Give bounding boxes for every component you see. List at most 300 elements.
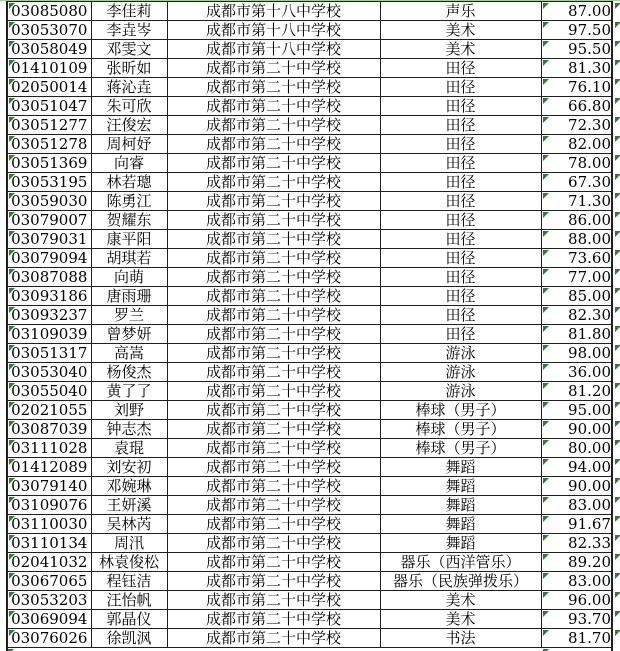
results-table	[6, 1, 613, 648]
specialty-category: 美术	[445, 610, 476, 628]
cell-score[interactable]	[541, 40, 612, 59]
cell-id[interactable]	[7, 249, 91, 268]
cell-error-triangle-icon	[543, 345, 549, 351]
cell-category[interactable]	[380, 116, 541, 135]
cell-category[interactable]	[380, 515, 541, 534]
student-id: 03076026	[11, 629, 88, 647]
specialty-category: 美术	[445, 21, 476, 39]
cell-category[interactable]	[380, 458, 541, 477]
cell-school[interactable]	[167, 40, 380, 59]
student-id: 03051317	[11, 344, 88, 362]
specialty-category: 田径	[445, 116, 476, 134]
score-value: 86.00	[568, 211, 611, 229]
cell-error-triangle-icon	[543, 22, 549, 28]
cell-category[interactable]	[380, 420, 541, 439]
school-name: 成都市第二十中学校	[205, 610, 341, 628]
cell-school[interactable]	[167, 401, 380, 420]
cell-error-triangle-icon	[543, 212, 549, 218]
cell-id[interactable]	[7, 382, 91, 401]
cell-score[interactable]	[541, 268, 612, 287]
cell-error-triangle-icon	[615, 155, 620, 161]
cell-id[interactable]	[7, 97, 91, 116]
cell-score[interactable]	[541, 97, 612, 116]
cell-id[interactable]	[7, 439, 91, 458]
cell-id[interactable]	[7, 325, 91, 344]
cell-id[interactable]	[7, 192, 91, 211]
cell-name[interactable]	[91, 629, 167, 648]
cell-name[interactable]	[91, 268, 167, 287]
cell-name[interactable]	[91, 534, 167, 553]
cell-name[interactable]	[91, 173, 167, 192]
specialty-category: 棒球（男子）	[415, 439, 506, 457]
cell-id[interactable]	[7, 515, 91, 534]
student-name: 向萌	[113, 268, 144, 286]
cell-id[interactable]	[7, 173, 91, 192]
score-value: 82.33	[568, 534, 611, 552]
cell-error-triangle-icon	[615, 174, 620, 180]
cell-category[interactable]	[380, 553, 541, 572]
cell-error-triangle-icon	[543, 136, 549, 142]
school-name: 成都市第二十中学校	[205, 249, 341, 267]
cell-school[interactable]	[167, 78, 380, 97]
score-value: 81.70	[568, 629, 611, 647]
cell-score[interactable]	[541, 382, 612, 401]
cell-category[interactable]	[380, 97, 541, 116]
cell-score[interactable]	[541, 420, 612, 439]
cell-score[interactable]	[541, 439, 612, 458]
cell-id[interactable]	[7, 21, 91, 40]
cell-name[interactable]	[91, 477, 167, 496]
student-name: 朱可欣	[106, 97, 152, 115]
cell-name[interactable]	[91, 344, 167, 363]
specialty-category: 游泳	[445, 363, 476, 381]
cell-score[interactable]	[541, 553, 612, 572]
cell-name[interactable]	[91, 116, 167, 135]
cell-error-triangle-icon	[615, 383, 620, 389]
cell-category[interactable]	[380, 135, 541, 154]
score-value: 85.00	[568, 287, 611, 305]
cell-name[interactable]	[91, 458, 167, 477]
cell-score[interactable]	[541, 287, 612, 306]
cell-name[interactable]	[91, 59, 167, 78]
school-name: 成都市第十八中学校	[205, 40, 341, 58]
student-id: 03085080	[11, 2, 88, 20]
cell-error-triangle-icon	[615, 60, 620, 66]
student-id: 03110030	[11, 515, 88, 533]
cell-score[interactable]	[541, 515, 612, 534]
cell-error-triangle-icon	[543, 231, 549, 237]
cell-name[interactable]	[91, 496, 167, 515]
cell-score[interactable]	[541, 2, 612, 21]
cell-score[interactable]	[541, 116, 612, 135]
cell-school[interactable]	[167, 211, 380, 230]
cell-id[interactable]	[7, 306, 91, 325]
cell-score[interactable]	[541, 21, 612, 40]
cell-error-triangle-icon	[615, 326, 620, 332]
cell-school[interactable]	[167, 325, 380, 344]
cell-school[interactable]	[167, 287, 380, 306]
table-row	[7, 610, 612, 629]
student-id: 03087039	[11, 420, 88, 438]
cell-error-triangle-icon	[615, 3, 620, 9]
cell-category[interactable]	[380, 2, 541, 21]
cell-score[interactable]	[541, 344, 612, 363]
cell-name[interactable]	[91, 591, 167, 610]
student-id: 03053203	[11, 591, 88, 609]
cell-id[interactable]	[7, 629, 91, 648]
cell-error-triangle-icon	[615, 459, 620, 465]
cell-name[interactable]	[91, 154, 167, 173]
cell-score[interactable]	[541, 610, 612, 629]
cell-error-triangle-icon	[543, 117, 549, 123]
student-name: 周汛	[113, 534, 144, 552]
cell-error-triangle-icon	[615, 288, 620, 294]
cell-name[interactable]	[91, 382, 167, 401]
specialty-category: 棒球（男子）	[415, 420, 506, 438]
cell-school[interactable]	[167, 382, 380, 401]
cell-school[interactable]	[167, 496, 380, 515]
table-row	[7, 40, 612, 59]
cell-score[interactable]	[541, 173, 612, 192]
cell-id[interactable]	[7, 40, 91, 59]
cell-category[interactable]	[380, 572, 541, 591]
cell-id[interactable]	[7, 154, 91, 173]
cell-name[interactable]	[91, 553, 167, 572]
student-name: 刘野	[113, 401, 144, 419]
school-name: 成都市第二十中学校	[205, 591, 341, 609]
cell-school[interactable]	[167, 610, 380, 629]
cell-category[interactable]	[380, 40, 541, 59]
cell-name[interactable]	[91, 249, 167, 268]
cell-id[interactable]	[7, 363, 91, 382]
cell-school[interactable]	[167, 629, 380, 648]
cell-category[interactable]	[380, 439, 541, 458]
school-name: 成都市第二十中学校	[205, 173, 341, 191]
student-name: 钟志杰	[106, 420, 152, 438]
specialty-category: 田径	[445, 325, 476, 343]
school-name: 成都市第二十中学校	[205, 97, 341, 115]
cell-score[interactable]	[541, 458, 612, 477]
cell-id[interactable]	[7, 477, 91, 496]
cell-id[interactable]	[7, 458, 91, 477]
specialty-category: 舞蹈	[445, 515, 476, 533]
student-name: 汪俊宏	[106, 116, 152, 134]
cell-school[interactable]	[167, 477, 380, 496]
student-id: 03069094	[11, 610, 88, 628]
cell-school[interactable]	[167, 515, 380, 534]
specialty-category: 舞蹈	[445, 477, 476, 495]
cell-school[interactable]	[167, 97, 380, 116]
cell-score[interactable]	[541, 230, 612, 249]
school-name: 成都市第二十中学校	[205, 230, 341, 248]
cell-id[interactable]	[7, 591, 91, 610]
cell-school[interactable]	[167, 173, 380, 192]
cell-error-triangle-icon	[615, 573, 620, 579]
table-row	[7, 21, 612, 40]
student-name: 高嵩	[113, 344, 144, 362]
student-id: 03109039	[11, 325, 88, 343]
cell-name[interactable]	[91, 78, 167, 97]
cell-score[interactable]	[541, 78, 612, 97]
score-value: 90.00	[568, 477, 611, 495]
cell-name[interactable]	[91, 420, 167, 439]
cell-error-triangle-icon	[543, 250, 549, 256]
table-row	[7, 192, 612, 211]
student-id: 03079031	[11, 230, 88, 248]
cell-error-triangle-icon	[615, 193, 620, 199]
specialty-category: 舞蹈	[445, 458, 476, 476]
cell-score[interactable]	[541, 211, 612, 230]
cell-category[interactable]	[380, 173, 541, 192]
cell-id[interactable]	[7, 610, 91, 629]
cell-error-triangle-icon	[615, 22, 620, 28]
student-name: 向睿	[113, 154, 144, 172]
cell-id[interactable]	[7, 496, 91, 515]
cell-id[interactable]	[7, 420, 91, 439]
cell-category[interactable]	[380, 534, 541, 553]
cell-school[interactable]	[167, 344, 380, 363]
cell-name[interactable]	[91, 21, 167, 40]
student-name: 黄了了	[106, 382, 152, 400]
cell-score[interactable]	[541, 306, 612, 325]
student-id: 03110134	[11, 534, 88, 552]
cell-category[interactable]	[380, 382, 541, 401]
score-value: 72.30	[568, 116, 611, 134]
score-value: 91.67	[568, 515, 611, 533]
cell-school[interactable]	[167, 534, 380, 553]
cell-error-triangle-icon	[543, 516, 549, 522]
cell-name[interactable]	[91, 2, 167, 21]
specialty-category: 棒球（男子）	[415, 401, 506, 419]
cell-name[interactable]	[91, 325, 167, 344]
student-id: 03051277	[11, 116, 88, 134]
cell-id[interactable]	[7, 553, 91, 572]
cell-error-triangle-icon	[615, 41, 620, 47]
student-id: 01410109	[11, 59, 88, 77]
score-value: 73.60	[568, 249, 611, 267]
cell-school[interactable]	[167, 572, 380, 591]
table-row	[7, 173, 612, 192]
cell-error-triangle-icon	[615, 345, 620, 351]
table-row	[7, 401, 612, 420]
cell-error-triangle-icon	[615, 402, 620, 408]
student-id: 03053040	[11, 363, 88, 381]
cell-category[interactable]	[380, 268, 541, 287]
cell-school[interactable]	[167, 420, 380, 439]
table-row	[7, 591, 612, 610]
cell-error-triangle-icon	[543, 497, 549, 503]
cell-category[interactable]	[380, 78, 541, 97]
cell-school[interactable]	[167, 268, 380, 287]
student-id: 03058049	[11, 40, 88, 58]
cell-error-triangle-icon	[543, 421, 549, 427]
cell-school[interactable]	[167, 306, 380, 325]
score-value: 90.00	[568, 420, 611, 438]
cell-name[interactable]	[91, 306, 167, 325]
cell-category[interactable]	[380, 629, 541, 648]
cell-score[interactable]	[541, 534, 612, 553]
cell-school[interactable]	[167, 591, 380, 610]
table-row	[7, 230, 612, 249]
cell-name[interactable]	[91, 40, 167, 59]
cell-error-triangle-icon	[543, 98, 549, 104]
cell-school[interactable]	[167, 439, 380, 458]
score-value: 82.30	[568, 306, 611, 324]
cell-score[interactable]	[541, 59, 612, 78]
cell-name[interactable]	[91, 287, 167, 306]
cell-category[interactable]	[380, 325, 541, 344]
cell-category[interactable]	[380, 610, 541, 629]
cell-category[interactable]	[380, 230, 541, 249]
score-value: 83.00	[568, 496, 611, 514]
specialty-category: 舞蹈	[445, 496, 476, 514]
cell-id[interactable]	[7, 344, 91, 363]
cell-category[interactable]	[380, 591, 541, 610]
cell-category[interactable]	[380, 211, 541, 230]
cell-name[interactable]	[91, 211, 167, 230]
cell-score[interactable]	[541, 401, 612, 420]
cell-school[interactable]	[167, 59, 380, 78]
cell-name[interactable]	[91, 230, 167, 249]
cell-school[interactable]	[167, 21, 380, 40]
cell-error-triangle-icon	[615, 364, 620, 370]
school-name: 成都市第二十中学校	[205, 629, 341, 647]
school-name: 成都市第二十中学校	[205, 78, 341, 96]
specialty-category: 田径	[445, 211, 476, 229]
cell-error-triangle-icon	[615, 611, 620, 617]
specialty-category: 田径	[445, 135, 476, 153]
cell-name[interactable]	[91, 192, 167, 211]
cell-error-triangle-icon	[543, 554, 549, 560]
cell-score[interactable]	[541, 135, 612, 154]
student-id: 03079140	[11, 477, 88, 495]
specialty-category: 田径	[445, 59, 476, 77]
score-value: 95.00	[568, 401, 611, 419]
cell-score[interactable]	[541, 629, 612, 648]
cell-score[interactable]	[541, 477, 612, 496]
student-name: 吴林芮	[106, 515, 152, 533]
cell-name[interactable]	[91, 439, 167, 458]
score-value: 93.70	[568, 610, 611, 628]
cell-school[interactable]	[167, 135, 380, 154]
cell-school[interactable]	[167, 553, 380, 572]
table-row	[7, 420, 612, 439]
cell-name[interactable]	[91, 515, 167, 534]
cell-category[interactable]	[380, 496, 541, 515]
student-id: 03087088	[11, 268, 88, 286]
cell-category[interactable]	[380, 363, 541, 382]
cell-id[interactable]	[7, 211, 91, 230]
score-value: 66.80	[568, 97, 611, 115]
cell-id[interactable]	[7, 78, 91, 97]
score-value: 82.00	[568, 135, 611, 153]
cell-school[interactable]	[167, 458, 380, 477]
cell-school[interactable]	[167, 363, 380, 382]
cell-category[interactable]	[380, 192, 541, 211]
cell-school[interactable]	[167, 192, 380, 211]
cell-name[interactable]	[91, 135, 167, 154]
cell-school[interactable]	[167, 116, 380, 135]
school-name: 成都市第二十中学校	[205, 325, 341, 343]
cell-id[interactable]	[7, 2, 91, 21]
student-id: 03067065	[11, 572, 88, 590]
specialty-category: 田径	[445, 173, 476, 191]
cell-category[interactable]	[380, 59, 541, 78]
cell-id[interactable]	[7, 116, 91, 135]
cell-score[interactable]	[541, 154, 612, 173]
cell-category[interactable]	[380, 249, 541, 268]
cell-score[interactable]	[541, 325, 612, 344]
cell-score[interactable]	[541, 496, 612, 515]
cell-category[interactable]	[380, 306, 541, 325]
school-name: 成都市第二十中学校	[205, 306, 341, 324]
student-name: 曾梦妍	[106, 325, 152, 343]
cell-name[interactable]	[91, 401, 167, 420]
school-name: 成都市第二十中学校	[205, 363, 341, 381]
cell-id[interactable]	[7, 135, 91, 154]
cell-error-triangle-icon	[615, 554, 620, 560]
cell-id[interactable]	[7, 59, 91, 78]
cell-school[interactable]	[167, 2, 380, 21]
cell-error-triangle-icon	[543, 60, 549, 66]
cell-score[interactable]	[541, 192, 612, 211]
score-value: 96.00	[568, 591, 611, 609]
cell-id[interactable]	[7, 534, 91, 553]
cell-school[interactable]	[167, 230, 380, 249]
specialty-category: 游泳	[445, 344, 476, 362]
cell-score[interactable]	[541, 591, 612, 610]
cell-category[interactable]	[380, 21, 541, 40]
cell-category[interactable]	[380, 154, 541, 173]
cell-score[interactable]	[541, 572, 612, 591]
table-row	[7, 135, 612, 154]
specialty-category: 器乐（民族弹拨乐）	[392, 572, 528, 590]
cell-id[interactable]	[7, 572, 91, 591]
cell-id[interactable]	[7, 230, 91, 249]
cell-error-triangle-icon	[543, 630, 549, 636]
cell-score[interactable]	[541, 249, 612, 268]
specialty-category: 美术	[445, 591, 476, 609]
cell-id[interactable]	[7, 268, 91, 287]
cell-school[interactable]	[167, 154, 380, 173]
cell-error-triangle-icon	[543, 459, 549, 465]
cell-id[interactable]	[7, 287, 91, 306]
table-row	[7, 477, 612, 496]
cell-category[interactable]	[380, 477, 541, 496]
cell-id[interactable]	[7, 401, 91, 420]
cell-name[interactable]	[91, 572, 167, 591]
cell-score[interactable]	[541, 363, 612, 382]
cell-name[interactable]	[91, 363, 167, 382]
student-name: 蒋沁垚	[106, 78, 152, 96]
specialty-category: 田径	[445, 287, 476, 305]
cell-school[interactable]	[167, 249, 380, 268]
cell-category[interactable]	[380, 401, 541, 420]
table-row	[7, 2, 612, 21]
student-name: 林袁俊松	[98, 553, 159, 571]
next-column-sliver	[615, 0, 620, 651]
school-name: 成都市第二十中学校	[205, 420, 341, 438]
table-row	[7, 496, 612, 515]
cell-name[interactable]	[91, 610, 167, 629]
cell-category[interactable]	[380, 287, 541, 306]
cell-category[interactable]	[380, 344, 541, 363]
table-row	[7, 249, 612, 268]
student-id: 02050014	[11, 78, 88, 96]
school-name: 成都市第二十中学校	[205, 268, 341, 286]
table-row	[7, 553, 612, 572]
cell-name[interactable]	[91, 97, 167, 116]
